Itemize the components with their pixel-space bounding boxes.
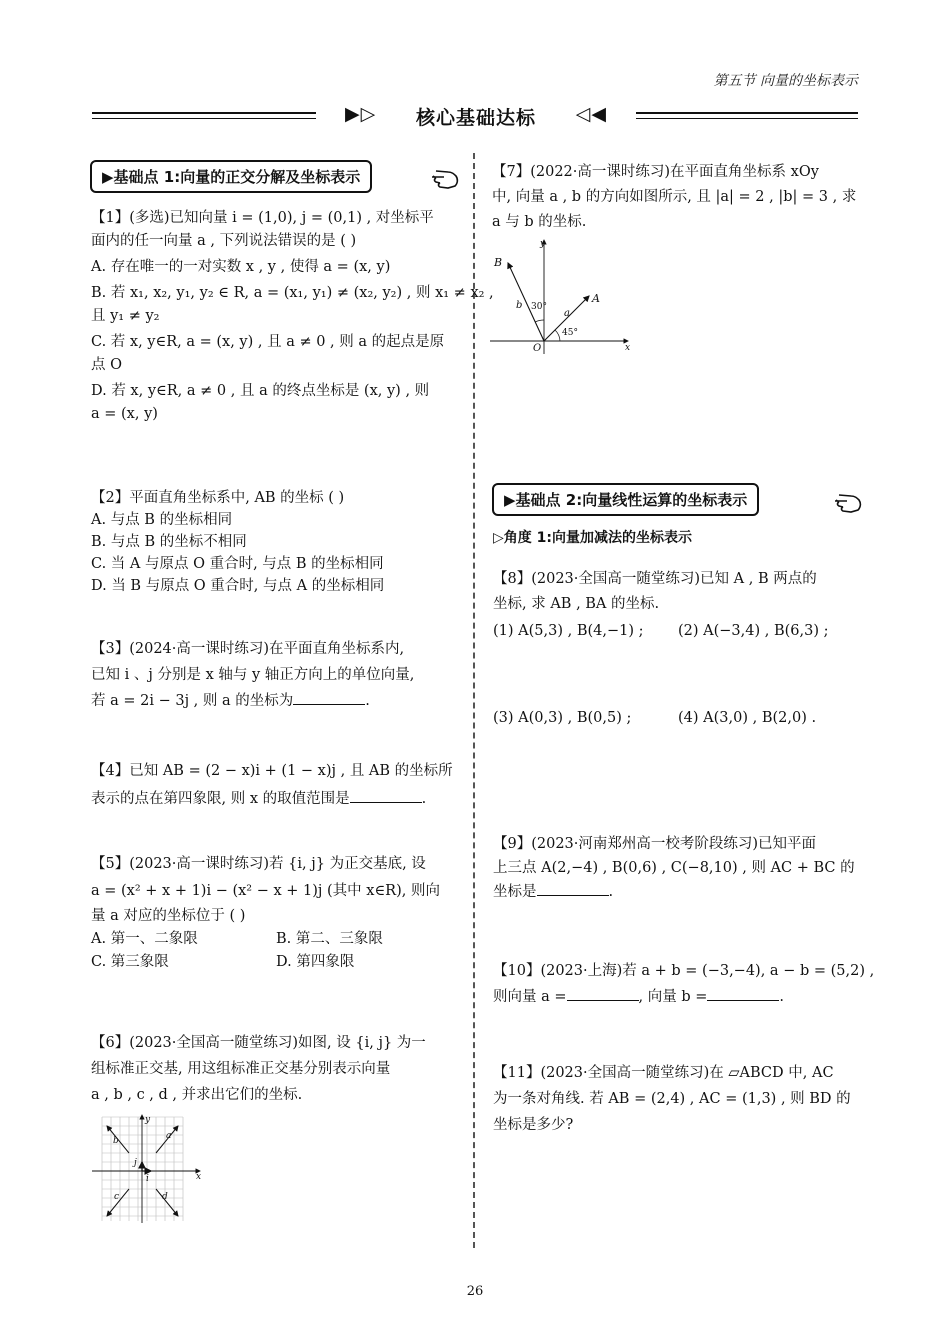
q7-label-O: O (533, 343, 542, 354)
q7-label-B: B (494, 256, 503, 269)
column-divider (473, 153, 475, 1248)
q7-angle-30: 30° (531, 302, 547, 312)
q9-stem-line3 (493, 880, 863, 904)
q3-stem-line1: 【3】(2024·高一课时练习)在平面直角坐标系内, (91, 641, 405, 657)
q7-label-b: b (516, 300, 523, 311)
question-9 (493, 832, 863, 904)
q8-part-2: (2) A(−3,4) , B(6,3) ; (678, 623, 829, 639)
q6-label-d: d (162, 1192, 168, 1202)
q4-stem-line2-text: 表示的点在第四象限, 则 x 的取值范围是 (91, 791, 350, 807)
q5-stem-line1: 【5】(2023·高一课时练习)若 {i, j} 为正交基底, 设 (91, 856, 426, 872)
question-1 (91, 207, 494, 426)
q7-stem-line3: a 与 b 的坐标. (492, 214, 587, 230)
q6-stem-line3: a , b , c , d , 并求出它们的坐标. (91, 1087, 303, 1103)
q7-stem-line1: 【7】(2022·高一课时练习)在平面直角坐标系 xOy (492, 164, 819, 180)
q9-stem-line3-text: 坐标是 (493, 884, 537, 900)
q3-stem-line3-text: 若 a = 2i − 3j , 则 a 的坐标为 (91, 693, 294, 709)
question-5 (91, 853, 466, 974)
q9-stem-line2: 上三点 A(2,−4) , B(0,6) , C(−8,10) , 则 AC + BC 的 (493, 860, 855, 876)
question-6 (91, 1030, 466, 1108)
q5-option-a: A. 第一、二象限 (91, 931, 198, 947)
question-7 (492, 160, 862, 235)
q2-option-d: D. 当 B 与原点 O 重合时, 与点 A 的坐标相同 (91, 578, 385, 594)
q8-stem-line2: 坐标, 求 AB , BA 的坐标. (493, 596, 660, 612)
q6-label-x: x (196, 1172, 202, 1182)
q9-answer-blank[interactable] (537, 882, 609, 896)
banner-title-row (345, 103, 607, 130)
q1-option-c-line1: C. 若 x, y∈R, a = (x, y) , 且 a ≠ 0 , 则 a 的起点是原 (91, 334, 445, 350)
q7-stem-line2: 中, 向量 a , b 的方向如图所示, 且 |a| = 2 , |b| = 3 , 求 (492, 189, 857, 205)
q5-option-c: C. 第三象限 (91, 954, 169, 970)
q10-answer-blank-b[interactable] (707, 987, 779, 1001)
q2-option-c: C. 当 A 与原点 O 重合时, 与点 B 的坐标相同 (91, 556, 384, 572)
q4-stem-line1: 【4】已知 AB = (2 − x)i + (1 − x)j , 且 AB 的坐标所 (91, 763, 453, 779)
q5-stem-line3: 量 a 对应的坐标位于 ( ) (91, 908, 246, 924)
banner-rule-right-top (636, 112, 858, 114)
q8-stem-line1: 【8】(2023·全国高一随堂练习)已知 A , B 两点的 (493, 571, 817, 587)
banner-rule-left-bottom (92, 118, 316, 119)
q4-answer-blank[interactable] (350, 789, 422, 803)
pointing-hand-icon (430, 163, 462, 195)
q8-part-1: (1) A(5,3) , B(4,−1) ; (493, 623, 644, 639)
q5-option-b: B. 第二、三象限 (276, 931, 383, 947)
q6-label-j: j (134, 1158, 137, 1168)
angle-1-heading: ▷角度 1:向量加减法的坐标表示 (493, 530, 692, 546)
q6-label-i: i (146, 1174, 149, 1184)
q10-text-a: 则向量 a = (493, 989, 567, 1005)
q10-stem-line2-end: . (779, 989, 784, 1005)
q10-stem-line1: 【10】(2023·上海)若 a + b = (−3,−4), a − b = (5,2) , (493, 963, 875, 979)
q7-label-y: y (540, 239, 546, 249)
q11-stem-line2: 为一条对角线. 若 AB = (2,4) , AC = (1,3) , 则 BD 的 (493, 1091, 851, 1107)
q11-stem-line3: 坐标是多少? (493, 1117, 574, 1133)
q1-stem-line2: 面内的任一向量 a , 下列说法错误的是 ( ) (91, 233, 357, 249)
q1-stem-line1: 【1】(多选)已知向量 i = (1,0), j = (0,1) , 对坐标平 (91, 210, 434, 226)
q1-option-d-line2: a = (x, y) (91, 406, 158, 422)
q1-option-b-line2: 且 y₁ ≠ y₂ (91, 308, 160, 324)
q1-option-a: A. 存在唯一的一对实数 x , y , 使得 a = (x, y) (91, 259, 391, 275)
q7-figure (488, 236, 638, 360)
q2-option-b: B. 与点 B 的坐标不相同 (91, 534, 247, 550)
q1-option-c-line2: 点 O (91, 357, 122, 373)
banner-rule-right-bottom (636, 118, 858, 119)
banner-right-arrows: ◁◀ (575, 103, 607, 125)
banner-title: 核心基础达标 (415, 107, 536, 129)
q6-stem-line1: 【6】(2023·全国高一随堂练习)如图, 设 {i, j} 为一 (91, 1035, 426, 1051)
question-2 (91, 487, 466, 597)
q1-option-d-line1: D. 若 x, y∈R, a ≠ 0 , 且 a 的终点坐标是 (x, y) , 则 (91, 383, 430, 399)
q8-part-4: (4) A(3,0) , B(2,0) . (678, 710, 817, 726)
q6-label-a: a (166, 1131, 172, 1141)
question-8 (493, 567, 863, 644)
q7-label-A: A (592, 292, 600, 305)
q8-parts-row1 (493, 619, 863, 644)
q8-parts-row2 (493, 707, 863, 730)
q6-figure (90, 1113, 205, 1229)
q2-stem: 【2】平面直角坐标系中, AB 的坐标 ( ) (91, 490, 345, 506)
running-title: 第五节 向量的坐标表示 (713, 73, 858, 89)
question-10 (493, 958, 875, 1010)
section-heading-1: ▶基础点 1:向量的正交分解及坐标表示 (90, 160, 372, 193)
banner-rule-left-top (92, 112, 316, 114)
q5-option-d: D. 第四象限 (276, 954, 355, 970)
q10-stem-line2 (493, 984, 863, 1010)
section-heading-2: ▶基础点 2:向量线性运算的坐标表示 (492, 483, 759, 516)
q11-stem-line1: 【11】(2023·全国高一随堂练习)在 ▱ABCD 中, AC (493, 1065, 834, 1081)
q9-stem-line1: 【9】(2023·河南郑州高一校考阶段练习)已知平面 (493, 836, 817, 852)
banner-left-arrows: ▶▷ (345, 103, 377, 125)
q7-label-a: a (564, 308, 570, 319)
q3-stem-line3-end: . (365, 693, 370, 709)
pointing-hand-icon-2 (833, 487, 865, 519)
q4-stem-line2-end: . (421, 791, 427, 807)
q3-answer-blank[interactable] (293, 691, 365, 705)
q3-stem-line3 (91, 688, 466, 714)
q10-text-b: , 向量 b = (638, 989, 708, 1005)
q2-option-a: A. 与点 B 的坐标相同 (91, 512, 233, 528)
q5-stem-line2: a = (x² + x + 1)i − (x² − x + 1)j (其中 x∈R), 则向 (91, 883, 440, 899)
q4-stem-line2 (91, 785, 466, 813)
question-4 (91, 757, 466, 813)
q9-stem-line3-end: . (608, 884, 614, 900)
q1-option-b-line1: B. 若 x₁, x₂, y₁, y₂ ∈ R, a = (x₁, y₁) ≠ (x₂, y₂) , 则 x₁ ≠ x₂ , (91, 285, 494, 301)
q7-label-x: x (625, 343, 631, 353)
question-3 (91, 636, 466, 714)
q7-angle-arc-a (555, 330, 560, 341)
q3-stem-line2: 已知 i 、j 分别是 x 轴与 y 轴正方向上的单位向量, (91, 667, 415, 683)
page-number: 26 (466, 1284, 484, 1299)
q6-stem-line2: 组标准正交基, 用这组标准正交基分别表示向量 (91, 1061, 391, 1077)
q6-label-c: c (114, 1192, 120, 1202)
q6-label-b: b (113, 1136, 119, 1146)
q10-answer-blank-a[interactable] (567, 987, 639, 1001)
question-11 (493, 1060, 863, 1138)
q5-options (91, 928, 466, 974)
q7-angle-arc-b (535, 320, 544, 322)
q6-label-y: y (145, 1115, 151, 1125)
q7-angle-45: 45° (562, 328, 578, 338)
q8-part-3: (3) A(0,3) , B(0,5) ; (493, 710, 632, 726)
